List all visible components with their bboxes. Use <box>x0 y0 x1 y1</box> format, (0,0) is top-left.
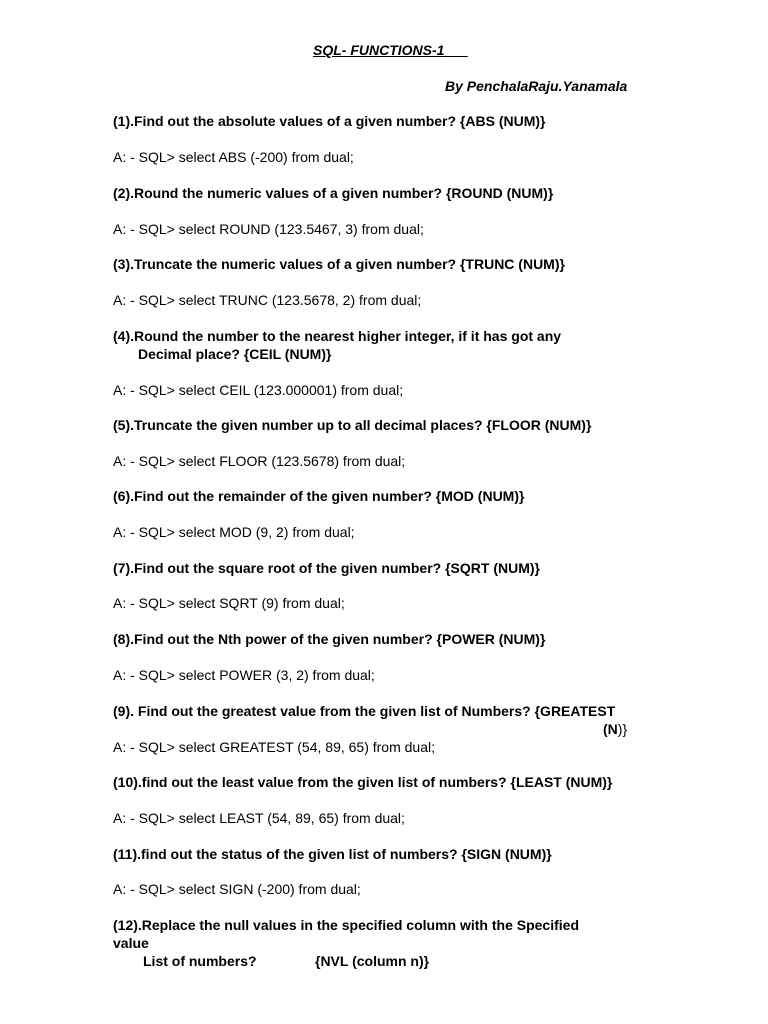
answer-7: A: - SQL> select SQRT (9) from dual; <box>113 595 345 611</box>
question-7: (7).Find out the square root of the given number? {SQRT (NUM)} <box>113 560 540 576</box>
question-4-continued: Decimal place? {CEIL (NUM)} <box>138 346 332 362</box>
question-10: (10).find out the least value from the given list of numbers? {LEAST (NUM)} <box>113 774 613 790</box>
question-5: (5).Truncate the given number up to all decimal places? {FLOOR (NUM)} <box>113 417 592 433</box>
author-line: By PenchalaRaju.Yanamala <box>445 78 628 94</box>
answer-6: A: - SQL> select MOD (9, 2) from dual; <box>113 524 355 540</box>
answer-9: A: - SQL> select GREATEST (54, 89, 65) from dual; <box>113 739 435 755</box>
question-12-list-label: List of numbers? <box>143 953 257 969</box>
answer-10: A: - SQL> select LEAST (54, 89, 65) from dual; <box>113 810 405 826</box>
question-12-function: {NVL (column n)} <box>315 953 430 969</box>
page-title: SQL- FUNCTIONS-1 <box>313 42 445 58</box>
answer-3: A: - SQL> select TRUNC (123.5678, 2) from dual; <box>113 292 422 308</box>
question-6: (6).Find out the remainder of the given number? {MOD (NUM)} <box>113 488 525 504</box>
question-9-continued: (N)} <box>603 721 628 737</box>
answer-8: A: - SQL> select POWER (3, 2) from dual; <box>113 667 375 683</box>
answer-5: A: - SQL> select FLOOR (123.5678) from dual; <box>113 453 406 469</box>
question-9: (9). Find out the greatest value from the given list of Numbers? {GREATEST <box>113 703 616 719</box>
question-11: (11).find out the status of the given list of numbers? {SIGN (NUM)} <box>113 846 552 862</box>
question-8: (8).Find out the Nth power of the given number? {POWER (NUM)} <box>113 631 546 647</box>
question-3: (3).Truncate the numeric values of a given number? {TRUNC (NUM)} <box>113 256 565 272</box>
question-12: (12).Replace the null values in the specified column with the Specified <box>113 917 579 933</box>
answer-4: A: - SQL> select CEIL (123.000001) from dual; <box>113 382 404 398</box>
answer-2: A: - SQL> select ROUND (123.5467, 3) from dual; <box>113 221 424 237</box>
answer-1: A: - SQL> select ABS (-200) from dual; <box>113 149 354 165</box>
question-2: (2).Round the numeric values of a given number? {ROUND (NUM)} <box>113 185 554 201</box>
question-1: (1).Find out the absolute values of a given number? {ABS (NUM)} <box>113 113 546 129</box>
answer-11: A: - SQL> select SIGN (-200) from dual; <box>113 881 361 897</box>
question-12-continued: value <box>113 935 149 951</box>
question-4: (4).Round the number to the nearest higher integer, if it has got any <box>113 328 562 344</box>
